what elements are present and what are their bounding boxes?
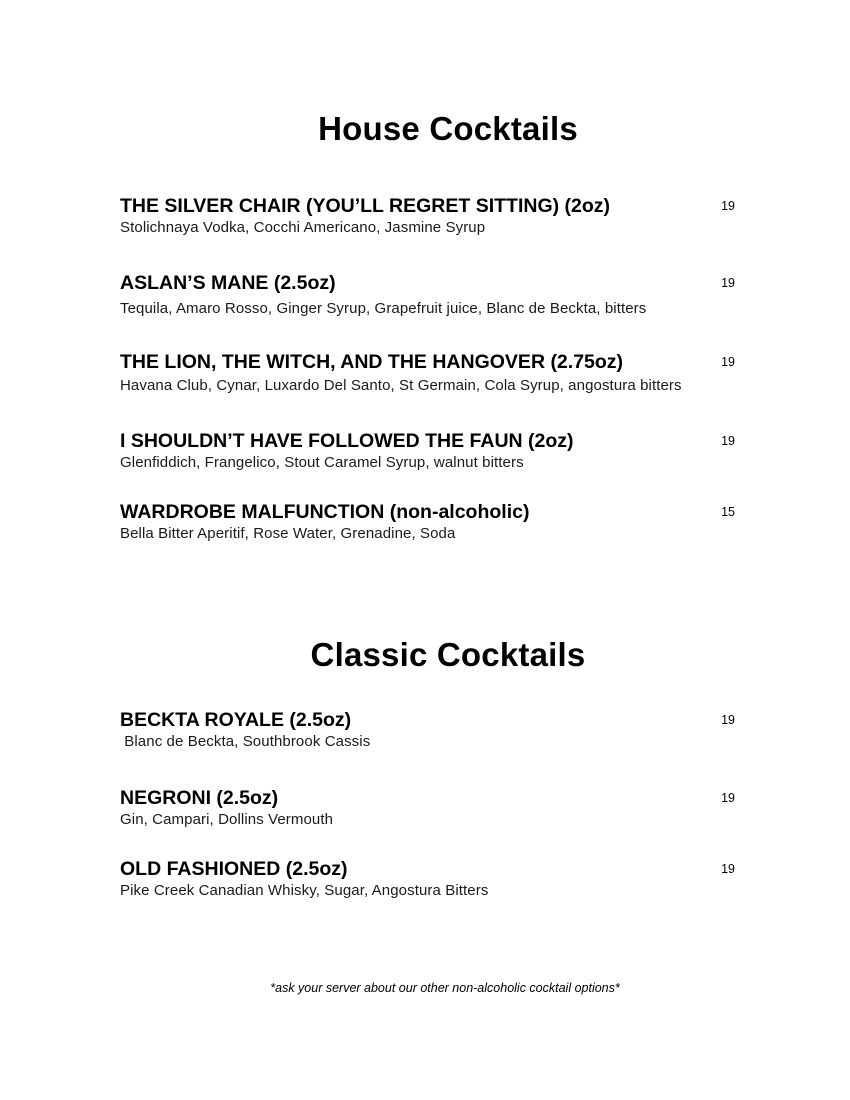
menu-item [120, 350, 735, 396]
menu-item [120, 708, 735, 752]
item-name: THE SILVER CHAIR (YOU’LL REGRET SITTING) (2oz) [120, 195, 611, 217]
menu-item [120, 271, 735, 319]
item-name: ASLAN’S MANE (2.5oz) [120, 272, 336, 294]
menu-item [120, 194, 735, 238]
item-description: Tequila, Amaro Rosso, Ginger Syrup, Grapefruit juice, Blanc de Beckta, bitters [120, 300, 647, 317]
item-price: 19 [721, 355, 735, 369]
footnote: *ask your server about our other non-alcoholic cocktail options* [270, 981, 620, 995]
menu-item [120, 429, 735, 473]
item-description: Blanc de Beckta, Southbrook Cassis [120, 733, 371, 750]
item-price: 15 [721, 505, 735, 519]
item-description: Gin, Campari, Dollins Vermouth [120, 811, 334, 828]
menu-item [120, 786, 735, 830]
menu-item [120, 500, 735, 544]
item-price: 19 [721, 276, 735, 290]
item-price: 19 [721, 791, 735, 805]
item-description: Havana Club, Cynar, Luxardo Del Santo, St Germain, Cola Syrup, angostura bitters [120, 377, 682, 394]
classic-cocktails-heading: Classic Cocktails [310, 636, 586, 673]
item-price: 19 [721, 862, 735, 876]
item-name: OLD FASHIONED (2.5oz) [120, 858, 348, 880]
menu-item [120, 857, 735, 901]
house-cocktails-heading: House Cocktails [318, 110, 578, 147]
item-name: I SHOULDN’T HAVE FOLLOWED THE FAUN (2oz) [120, 430, 574, 452]
item-price: 19 [721, 713, 735, 727]
item-description: Glenfiddich, Frangelico, Stout Caramel Syrup, walnut bitters [120, 454, 524, 471]
item-price: 19 [721, 434, 735, 448]
item-description: Stolichnaya Vodka, Cocchi Americano, Jasmine Syrup [120, 219, 486, 236]
item-price: 19 [721, 199, 735, 213]
item-description: Bella Bitter Aperitif, Rose Water, Grenadine, Soda [120, 525, 456, 542]
item-name: WARDROBE MALFUNCTION (non-alcoholic) [120, 501, 530, 523]
item-name: THE LION, THE WITCH, AND THE HANGOVER (2.75oz) [120, 351, 624, 373]
item-description: Pike Creek Canadian Whisky, Sugar, Angostura Bitters [120, 882, 489, 899]
item-name: NEGRONI (2.5oz) [120, 787, 279, 809]
item-name: BECKTA ROYALE (2.5oz) [120, 709, 352, 731]
